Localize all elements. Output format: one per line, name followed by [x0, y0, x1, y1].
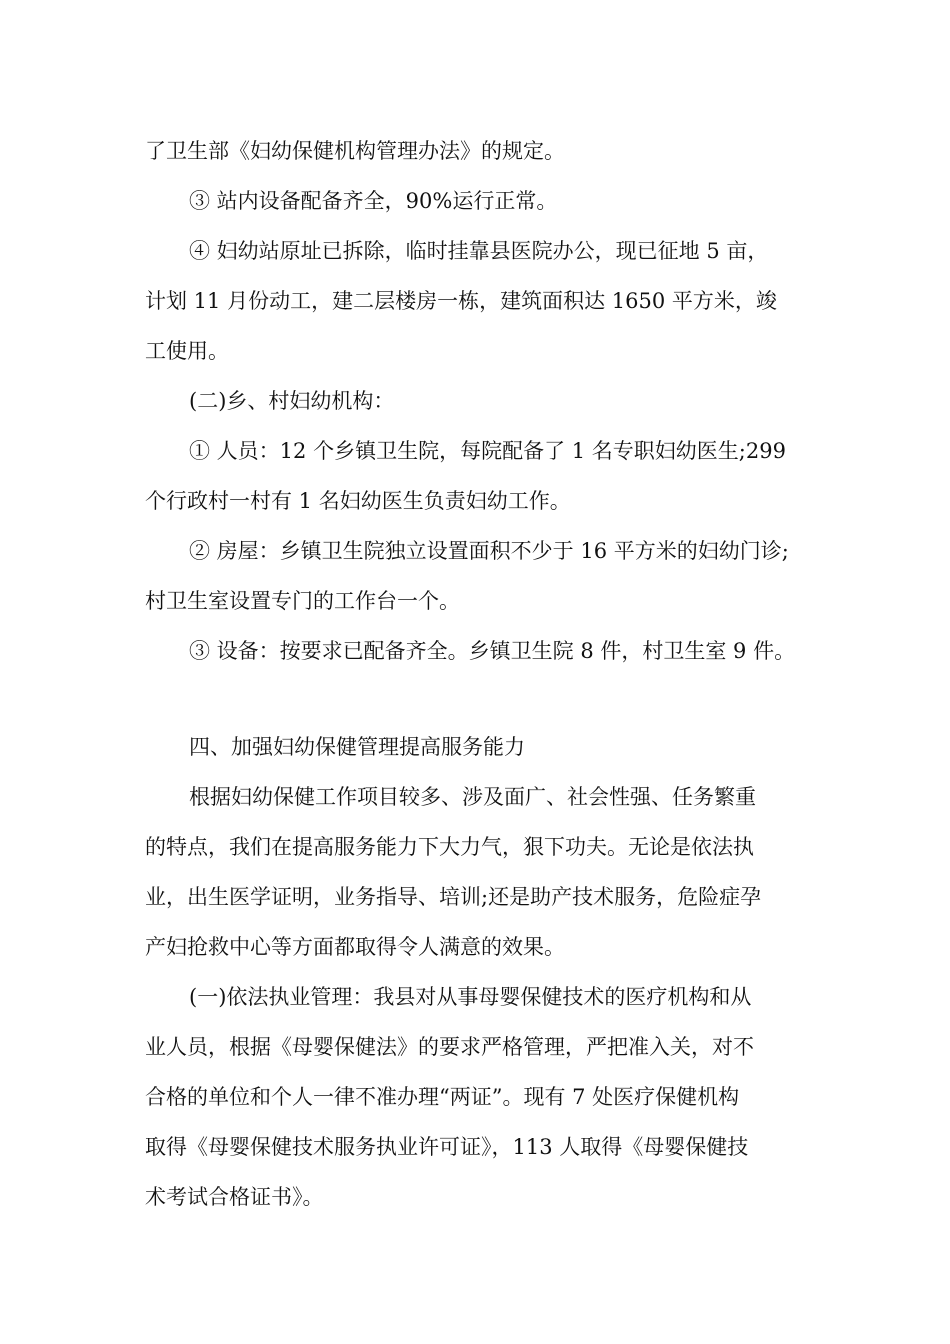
paragraph-line: 术考试合格证书》。: [145, 1185, 324, 1209]
paragraph-line: (一)依法执业管理：我县对从事母婴保健技术的医疗机构和从: [189, 985, 752, 1009]
paragraph-line: 个行政村一村有 1 名妇幼医生负责妇幼工作。: [145, 489, 571, 513]
paragraph-line: 合格的单位和个人一律不准办理“两证”。现有 7 处医疗保健机构: [145, 1085, 740, 1109]
paragraph-line: ① 人员：12 个乡镇卫生院，每院配备了 1 名专职妇幼医生;299: [189, 439, 786, 463]
paragraph-line: 村卫生室设置专门的工作台一个。: [145, 589, 460, 613]
paragraph-line: ③ 站内设备配备齐全，90%运行正常。: [189, 189, 558, 213]
paragraph-line: 产妇抢救中心等方面都取得令人满意的效果。: [145, 935, 565, 959]
paragraph-line: (二)乡、村妇幼机构：: [189, 389, 395, 413]
paragraph-line: ③ 设备：按要求已配备齐全。乡镇卫生院 8 件，村卫生室 9 件。: [189, 639, 796, 663]
paragraph-line: 工使用。: [145, 339, 229, 363]
paragraph-line: 了卫生部《妇幼保健机构管理办法》的规定。: [145, 139, 565, 163]
paragraph-line: 业人员，根据《母婴保健法》的要求严格管理，严把准入关，对不: [145, 1035, 754, 1059]
paragraph-line: ② 房屋：乡镇卫生院独立设置面积不少于 16 平方米的妇幼门诊;: [189, 539, 789, 563]
paragraph-line: 根据妇幼保健工作项目较多、涉及面广、社会性强、任务繁重: [189, 785, 756, 809]
paragraph-line: 业，出生医学证明，业务指导、培训;还是助产技术服务，危险症孕: [145, 885, 762, 909]
section-title: 四、加强妇幼保健管理提高服务能力: [189, 735, 525, 759]
body-text-bottom: [145, 722, 835, 1222]
paragraph-line: 取得《母婴保健技术服务执业许可证》，113 人取得《母婴保健技: [145, 1135, 749, 1159]
paragraph-line: ④ 妇幼站原址已拆除，临时挂靠县医院办公，现已征地 5 亩，: [189, 239, 769, 263]
paragraph-line: 的特点，我们在提高服务能力下大力气，狠下功夫。无论是依法执: [145, 835, 754, 859]
body-text-top: [145, 126, 835, 676]
paragraph-line: 计划 11 月份动工，建二层楼房一栋，建筑面积达 1650 平方米，竣: [145, 289, 777, 313]
